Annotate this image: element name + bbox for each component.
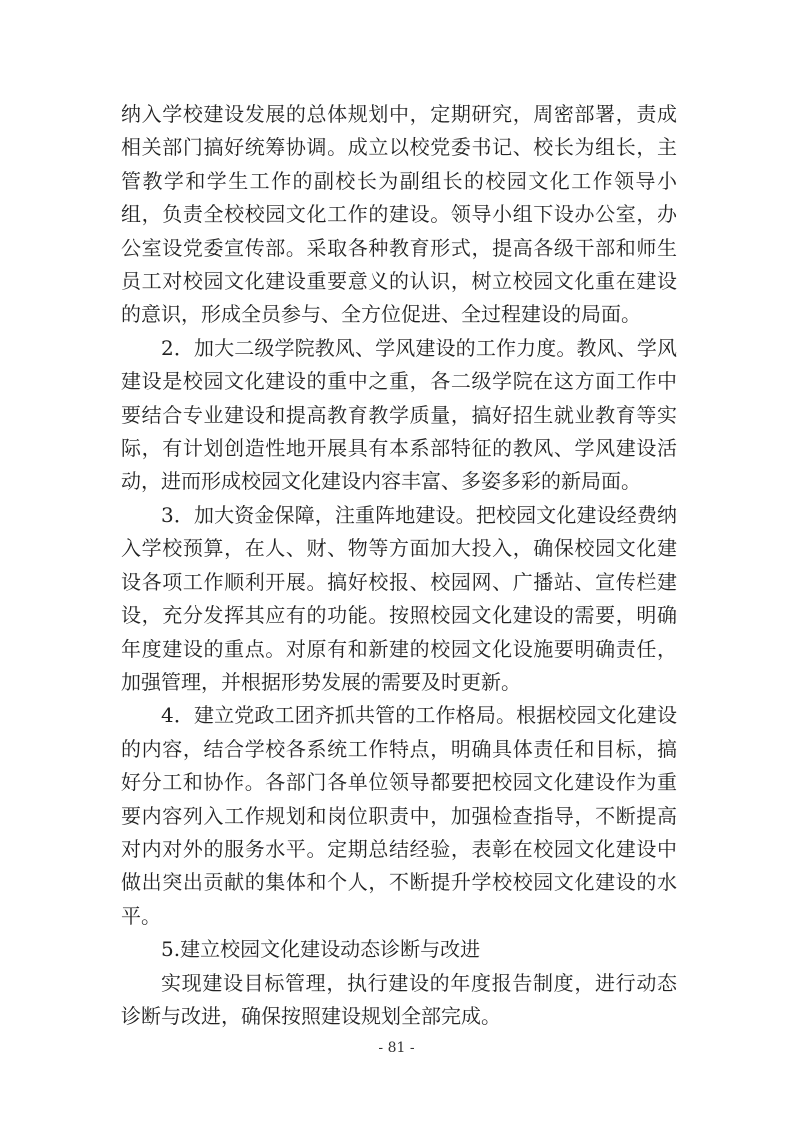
document-body — [121, 98, 677, 1033]
section-heading-5: 5.建立校园文化建设动态诊断与改进 — [161, 937, 481, 962]
paragraph-continuation: 纳入学校建设发展的总体规划中，定期研究，周密部署，责成相关部门搞好统筹协调。成立以校党委书记、校长为组长，主管教学和学生工作的副校长为副组长的校园文化工作领导小组，负责全校校园文化工作的建设。领导小组下设办公室，办公室设党委宣传部。采取各种教育形式，提高各级干部和师生员工对校园文化建设重要意义的认识，树立校园文化重在建设的意识，形成全员参与、全方位促进、全过程建设的局面。 — [121, 102, 677, 327]
page-number: - 81 - — [378, 1040, 415, 1056]
paragraph-item-2: 2．加大二级学院教风、学风建设的工作力度。教风、学风建设是校园文化建设的重中之重，各二级学院在这方面工作中要结合专业建设和提高教育教学质量，搞好招生就业教育等实际，有计划创造性地开展具有本系部特征的教风、学风建设活动，进而形成校园文化建设内容丰富、多姿多彩的新局面。 — [121, 335, 677, 494]
paragraph-item-5-body: 实现建设目标管理，执行建设的年度报告制度，进行动态诊断与改进，确保按照建设规划全部完成。 — [121, 970, 677, 1028]
paragraph-item-4: 4．建立党政工团齐抓共管的工作格局。根据校园文化建设的内容，结合学校各系统工作特点，明确具体责任和目标，搞好分工和协作。各部门各单位领导都要把校园文化建设作为重要内容列入工作规划和岗位职责中，加强检查指导，不断提高对内对外的服务水平。定期总结经验，表彰在校园文化建设中做出突出贡献的集体和个人，不断提升学校校园文化建设的水平。 — [121, 703, 677, 928]
paragraph-item-3: 3．加大资金保障，注重阵地建设。把校园文化建设经费纳入学校预算，在人、财、物等方面加大投入，确保校园文化建设各项工作顺利开展。搞好校报、校园网、广播站、宣传栏建设，充分发挥其应有的功能。按照校园文化建设的需要，明确年度建设的重点。对原有和新建的校园文化设施要明确责任，加强管理，并根据形势发展的需要及时更新。 — [121, 502, 677, 694]
